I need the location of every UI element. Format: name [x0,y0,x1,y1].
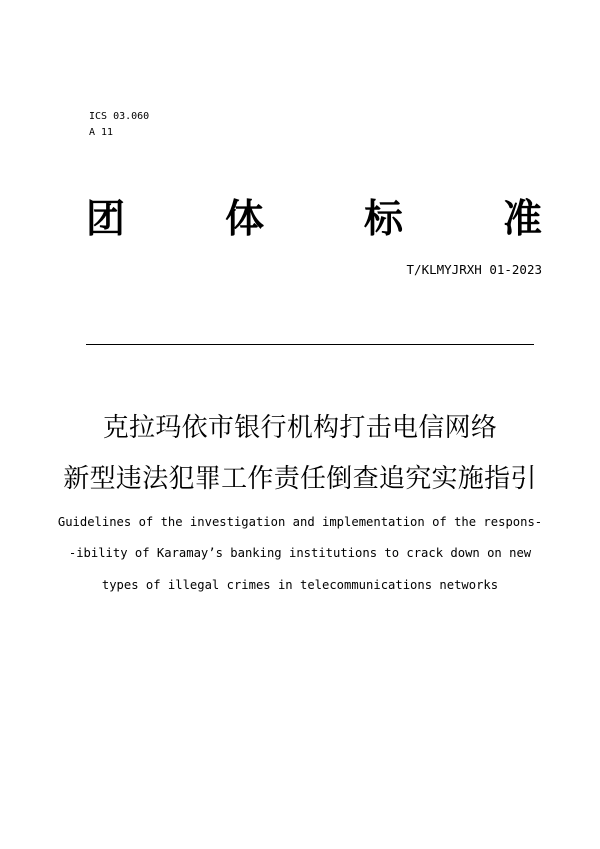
english-title-line-3: types of illegal crimes in telecommunications networks [101,578,499,592]
english-title-line-2: -ibility of Karamay’s banking institutions to crack down on new [68,546,532,560]
chinese-title-line-1: 克拉玛依市银行机构打击电信网络 [102,413,498,443]
standard-type-heading [86,196,542,244]
standard-type-char: 体 [224,197,264,242]
ics-code: ICS 03.060 [89,111,150,122]
classification-code: A 11 [89,127,114,138]
standard-type-char: 团 [86,197,126,242]
standard-type-char: 准 [502,197,542,242]
standard-type-char: 标 [363,197,403,242]
standard-code: T/KLMYJRXH 01-2023 [406,262,542,277]
english-title-line-1: Guidelines of the investigation and implementation of the respons- [57,515,543,529]
chinese-title-line-2: 新型违法犯罪工作责任倒查追究实施指引 [63,464,537,494]
divider-line [86,344,534,345]
